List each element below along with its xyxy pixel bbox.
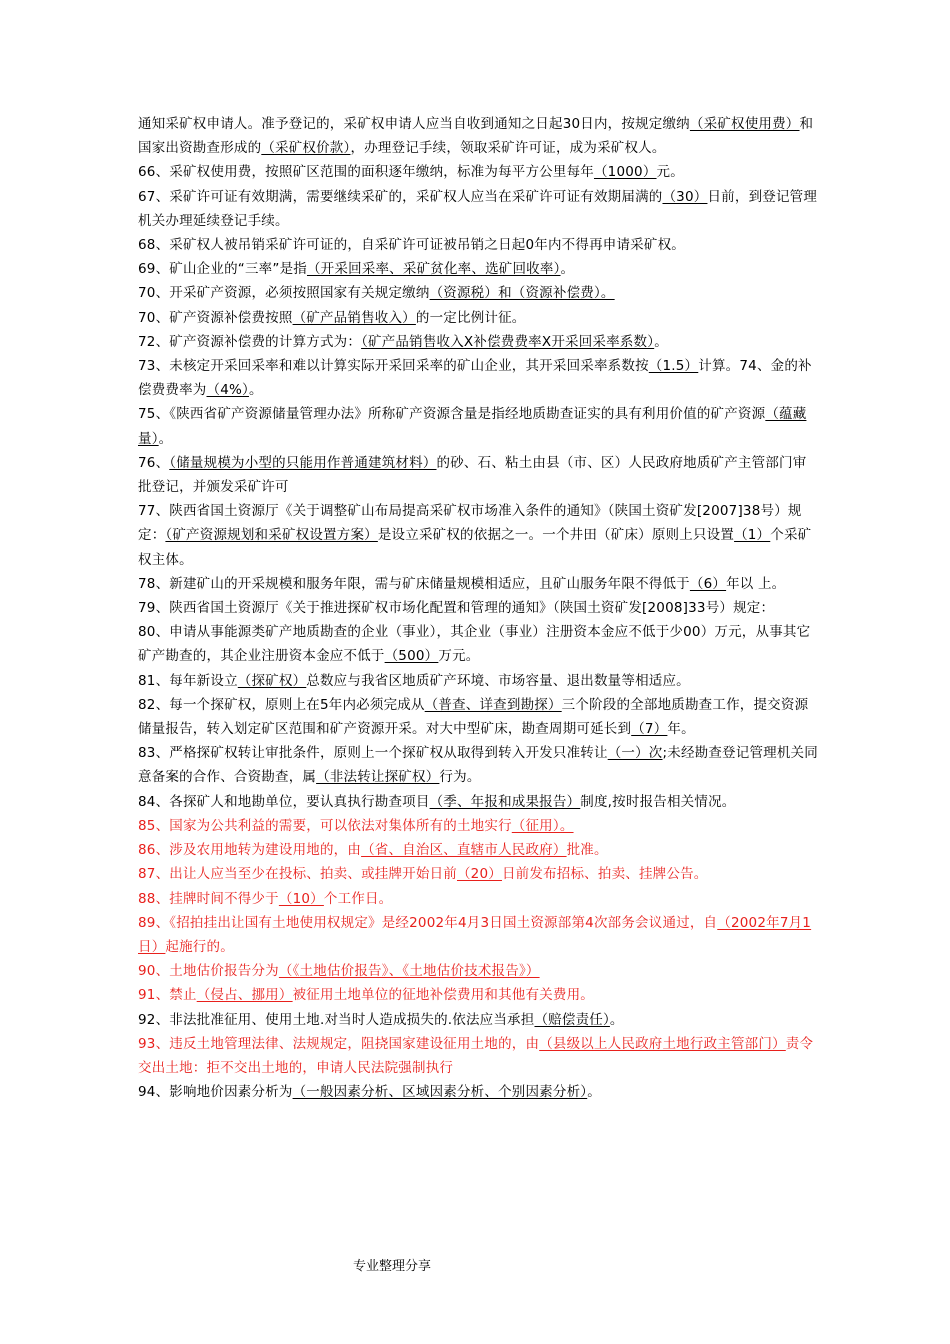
question-text: 。 xyxy=(248,382,263,399)
question-text: 个工作日。 xyxy=(323,890,393,907)
answer-blank: （4%） xyxy=(206,382,249,399)
question-text: 70、矿产资源补偿费按照 xyxy=(138,309,293,326)
document-body xyxy=(138,112,818,1104)
question-paragraph xyxy=(138,281,818,305)
question-text: 79、陕西省国土资源厅《关于推进探矿权市场化配置和管理的通知》（陕国土资矿发[2008]33号）规定： xyxy=(138,600,775,617)
question-paragraph xyxy=(138,838,818,862)
question-text: 是设立采矿权的依据之一。一个井田（矿床）原则上只设置 xyxy=(377,527,735,544)
question-text: 72、矿产资源补偿费的计算方式为： xyxy=(138,333,362,350)
question-text: 。 xyxy=(654,333,668,350)
question-text: 69、矿山企业的“三率”是指 xyxy=(138,261,307,278)
question-paragraph xyxy=(138,862,818,886)
answer-blank: （资源税）和（资源补偿费）。 xyxy=(429,285,615,302)
answer-blank: （采矿权使用费） xyxy=(689,116,800,132)
question-paragraph xyxy=(138,814,818,838)
question-text: ，办理登记手续，领取采矿许可证，成为采矿权人。 xyxy=(350,140,666,157)
question-paragraph xyxy=(138,887,818,911)
question-text: 年以 上。 xyxy=(726,575,786,592)
answer-blank: （20） xyxy=(456,866,502,883)
question-text: 被征用土地单位的征地补偿费用和其他有关费用。 xyxy=(292,987,594,1004)
answer-blank: （矿产资源规划和采矿权设置方案） xyxy=(165,527,378,544)
question-text: 元。 xyxy=(656,164,684,181)
question-paragraph xyxy=(138,911,818,959)
question-text: 67、采矿许可证有效期满，需要继续采矿的，采矿权人应当在采矿许可证有效期届满的 xyxy=(138,188,663,205)
question-paragraph xyxy=(138,402,818,450)
question-text: 起施行的。 xyxy=(165,938,234,955)
answer-blank: （一）次 xyxy=(607,745,663,762)
question-text: 86、涉及农用地转为建设用地的，由 xyxy=(138,842,362,859)
question-text: 82、每一个探矿权，原则上在5年内必须完成从 xyxy=(138,696,425,713)
question-text: 75、《陕西省矿产资源储量管理办法》所称矿产资源含量是指经地质勘查证实的具有利用价值的矿产资源 xyxy=(138,406,766,423)
question-text: 制度,按时报告相关情况。 xyxy=(580,793,736,810)
answer-blank: （1.5） xyxy=(648,358,699,375)
question-text: 年。 xyxy=(667,721,695,738)
answer-blank: （征用）。 xyxy=(511,817,574,834)
question-paragraph xyxy=(138,185,818,233)
question-text: 84、各探矿人和地勘单位，要认真执行勘查项目 xyxy=(138,793,430,810)
answer-blank: （侵占、挪用） xyxy=(196,987,293,1004)
answer-blank: （省、自治区、直辖市人民政府） xyxy=(361,842,567,859)
answer-blank: （季、年报和成果报告） xyxy=(429,793,581,810)
question-text: 93、违反土地管理法律、法规规定，阻挠国家建设征用土地的，由 xyxy=(138,1035,540,1052)
answer-blank: （《土地估价报告》、《土地估价技术报告》） xyxy=(278,963,540,980)
question-paragraph xyxy=(138,257,818,281)
question-text: 94、影响地价因素分析为 xyxy=(138,1084,293,1101)
question-text: 68、采矿权人被吊销采矿许可证的，自采矿许可证被吊销之日起0年内不得再申请采矿权。 xyxy=(138,237,685,254)
question-paragraph xyxy=(138,306,818,330)
question-paragraph xyxy=(138,959,818,983)
question-text: 的一定比例计征。 xyxy=(415,309,526,326)
question-paragraph xyxy=(138,983,818,1007)
question-paragraph xyxy=(138,669,818,693)
question-paragraph xyxy=(138,160,818,184)
question-text: 81、每年新设立 xyxy=(138,672,238,689)
answer-blank: （2002年7月1日） xyxy=(138,914,812,955)
question-paragraph xyxy=(138,112,818,160)
answer-blank: （6） xyxy=(689,575,727,592)
question-text: 88、挂牌时间不得少于 xyxy=(138,890,279,907)
question-paragraph xyxy=(138,693,818,741)
question-text: 66、采矿权使用费，按照矿区范围的面积逐年缴纳，标准为每平方公里每年 xyxy=(138,164,594,181)
question-text: 92、非法批准征用、使用土地.对当时人造成损失的.依法应当承担 xyxy=(138,1011,535,1028)
question-text: 批准。 xyxy=(566,842,608,859)
question-text: 总数应与我省区地质矿产环境、市场容量、退出数量等相适应。 xyxy=(306,672,690,689)
answer-blank: （采矿权价款） xyxy=(261,140,351,157)
question-paragraph xyxy=(138,620,818,668)
answer-blank: （矿产品销售收入） xyxy=(292,309,416,326)
question-paragraph xyxy=(138,499,818,572)
question-text: 计算。74、金的补偿费费率为 xyxy=(138,358,812,399)
answer-blank: （普查、详查到勘探） xyxy=(424,696,562,713)
question-text: 行为。 xyxy=(439,769,481,786)
question-paragraph xyxy=(138,572,818,596)
question-paragraph xyxy=(138,596,818,620)
question-text: 日前，到登记管理机关办理延续登记手续。 xyxy=(138,188,818,229)
question-paragraph xyxy=(138,233,818,257)
question-text: 78、新建矿山的开采规模和服务年限，需与矿床储量规模相适应，且矿山服务年限不得低于 xyxy=(138,575,690,592)
answer-blank: （500） xyxy=(384,648,439,665)
question-text: 。 xyxy=(158,430,173,447)
question-paragraph xyxy=(138,330,818,354)
question-text: 。 xyxy=(587,1084,601,1101)
answer-blank: （探矿权） xyxy=(237,672,307,689)
question-paragraph xyxy=(138,451,818,499)
question-paragraph xyxy=(138,1008,818,1032)
question-text: 85、国家为公共利益的需要，可以依法对集体所有的土地实行 xyxy=(138,817,512,834)
answer-blank: （县级以上人民政府土地行政主管部门） xyxy=(539,1035,786,1052)
question-text: 。 xyxy=(609,1011,624,1028)
answer-blank: （1） xyxy=(734,527,771,544)
question-text: 和国家出资勘查形成的 xyxy=(138,116,814,157)
page-footer: 专业整理分享 xyxy=(353,1259,432,1274)
question-text: 三个阶段的全部地质勘查工作，提交资源储量报告，转入划定矿区范围和矿产资源开采。对大中型矿床，勘查周期可延长到 xyxy=(138,696,809,738)
answer-blank: （30） xyxy=(662,188,708,205)
question-text: ;未经勘查登记管理机关同意备案的合作、合资勘查，属 xyxy=(138,745,818,786)
question-text: 通知采矿权申请人。准予登记的，采矿权申请人应当自收到通知之日起30日内，按规定缴纳 xyxy=(138,116,690,132)
question-text: 责令交出土地：拒不交出土地的，申请人民法院强制执行 xyxy=(138,1035,814,1076)
answer-blank: （非法转让探矿权） xyxy=(316,769,440,786)
question-text: 89、《招拍挂出让国有土地使用权规定》是经2002年4月3日国土资源部第4次部务会议通过，自 xyxy=(138,914,718,931)
answer-blank: （1000） xyxy=(593,164,657,181)
answer-blank: （蕴藏量） xyxy=(138,406,807,447)
question-text: 万元。 xyxy=(438,648,480,665)
question-text: 。 xyxy=(560,261,575,278)
question-paragraph xyxy=(138,1032,818,1080)
question-text: 日前发布招标、拍卖、挂牌公告。 xyxy=(501,866,708,883)
question-text: 73、未核定开采回采率和难以计算实际开采回采率的矿山企业，其开采回采率系数按 xyxy=(138,358,649,375)
answer-blank: （7） xyxy=(631,721,668,738)
question-text: 83、严格探矿权转让审批条件，原则上一个探矿权从取得到转入开发只准转让 xyxy=(138,745,608,762)
question-paragraph xyxy=(138,354,818,402)
question-text: 76、 xyxy=(138,454,170,471)
question-text: 77、陕西省国土资源厅《关于调整矿山布局提高采矿权市场准入条件的通知》（陕国土资矿发[2007]38号）规定： xyxy=(138,503,802,544)
question-paragraph xyxy=(138,1080,818,1104)
question-paragraph xyxy=(138,741,818,789)
question-text: 个采矿权主体。 xyxy=(138,527,812,568)
answer-blank: （矿产品销售收入X补偿费费率X开采回采率系数） xyxy=(361,333,655,350)
answer-blank: （开采回采率、采矿贫化率、选矿回收率） xyxy=(306,261,561,278)
question-text: 90、土地估价报告分为 xyxy=(138,963,279,980)
question-text: 87、出让人应当至少在投标、拍卖、或挂牌开始日前 xyxy=(138,866,457,883)
answer-blank: （赔偿责任） xyxy=(534,1011,610,1028)
answer-blank: （一般因素分析、区域因素分析、个别因素分析） xyxy=(292,1084,588,1101)
answer-blank: （10） xyxy=(278,890,324,907)
question-text: 91、禁止 xyxy=(138,987,197,1004)
question-text: 的砂、石、粘土由县（市、区）人民政府地质矿产主管部门审批登记，并颁发采矿许可 xyxy=(138,454,807,496)
answer-blank: （储量规模为小型的只能用作普通建筑材料） xyxy=(169,454,437,471)
question-paragraph xyxy=(138,790,818,814)
question-text: 70、开采矿产资源，必须按照国家有关规定缴纳 xyxy=(138,285,430,302)
question-text: 80、申请从事能源类矿产地质勘查的企业（事业），其企业（事业）注册资本金应不低于少00）万元，从事其它矿产勘查的，其企业注册资本金应不低于 xyxy=(138,624,811,665)
